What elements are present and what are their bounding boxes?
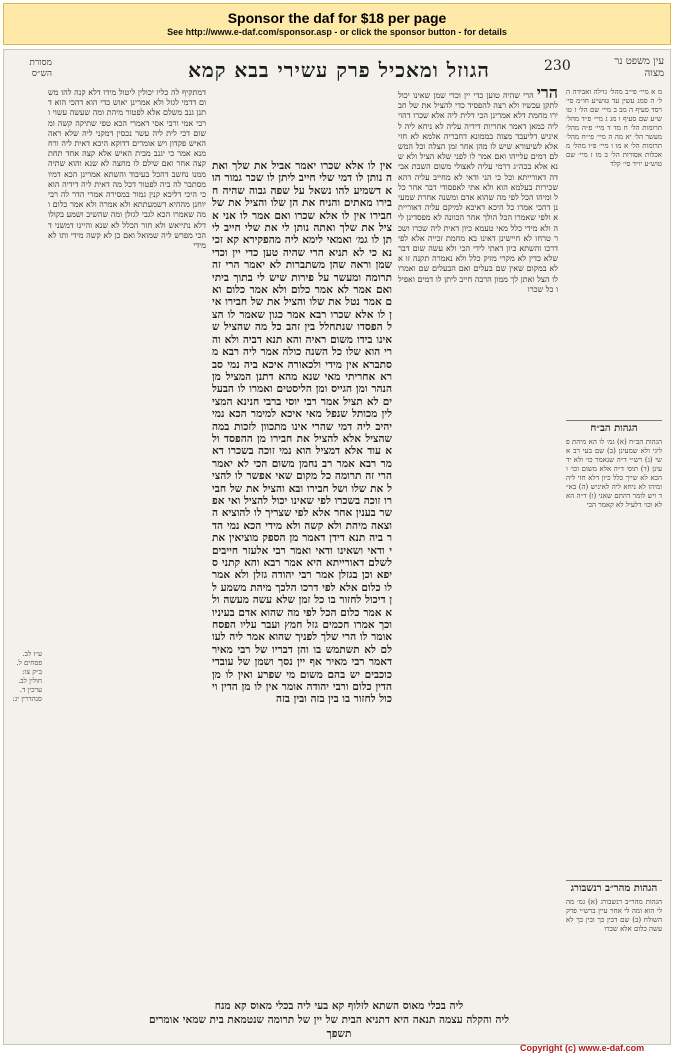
sponsor-details: See http://www.e-daf.com/sponsor.asp - or click the sponsor button - for details [167, 27, 507, 37]
tail-line-3: תשפך [326, 1028, 352, 1040]
right-commentary-text: הרי שהיה טוען כדי יין וכדי שמן שאינו יכול לתקן עכשיו ולא רצה להפסיד כדי להציל את של חבירו מחמת דלא אמרינן הכי דלית ליה אלא שכרו דהוי ליה כמאן דאמר אחריות דידיה עליה לא ניחא ליה לאיניש דליעבד מצוה בממונא דחבריה אלמא לא חזי אלא לשיעורא שיש לו מהן אחר זמן הצלה וכל המשלם דמים עלייהו ואם אמר לו לפני שלא הציל ולא שנא אלא בכה״ג דרמי עליה לאצולי משום השבת אבידה דאורייתא וכל כי הני ודאי לא מחייב עליה דהא שכירות בעלמא הוא ולא אתי לאפסודי דבר אחר כלל ומיהו הכל לפי מה שהוא אדם ומשנה אחרת שמעינן דהכי אמרו כל היכא דאיכא למיקם עליה דאורייתא ולפי שאמרו הכל הולך אחר הכוונה לא מפסדינן ליה ולא מידי כלל מאי טעמא כיון דאית ליה שכרו ושכר טרחו לא חיישינן דאינו בא מחמת זכייה אלא לפי דרכו והשתא כיון דאתי לידי הכי ולא עשה שום דבר שלא כדין לא מקרי מזיק כלל ולא נאמרה תקנה זו אלא במקום שאין שם בעלים ואם הבעלים שם ואמרו לו הצל ואתן לך ממון הרבה חייב ליתן לו דמים ואפילו כל שכרו [398, 91, 558, 294]
bach-title: הגהות הב״ח [566, 420, 662, 434]
copyright-link[interactable]: Copyright (c) www.e-daf.com [520, 1043, 645, 1053]
talmud-page [3, 49, 671, 1045]
gemara-text: אין לו אלא שכרו יאמר אביל את שלך ואתה נותן לו דמי שלי חייב ליתן לו שכר גמור הוא דשמיע להו נשאל על שפה גבוה שהיה חבירו מאתים והניח את הן שלו והציל את של חבירו אין לו אלא שכרו ואם אמר לו אני אציל את שלך ואתה נותן לי את שלי חייב ליתן לו גמ׳ ואמאי לימא ליה מהפקירא קא זכינא כי לא תניא הרי שהיה טען כדי יין וכדי שמן וראה שהן משתברות לא יאמר הרי זה תרומה ומעשר על פירות שיש לי בתוך ביתי ואם אמר לא אמר כלום ולא אמר כלום ואם אמר נטל את שלו והציל את של חבירו אין לו אלא שכרו רבא אמר כגון שאמר לו הצל הפסדו שנתחלל בין זהב כל מה שהציל שאינו בידו משום ראיה והא תנא דביה ולא והרי הוא שלו כל השנה כולה אמר ליה רבא מסתברא אין מידי ולכאורה איכא ביה נמי סברא אחריתי מאי שנא מהא דתנן המציל מן הנהר ומן הגייס ומן הליסטים ואמרו לו הבעלים לא תציל אמר רבי יוסי ברבי חנינא המצילין מכותל שנפל מאי איכא למימר הכא נמי יהיב ליה דמי שהרי אינו מתכוון לזכות במה שהציל אלא להציל את חבירו מן ההפסד ולא עוד אלא דמציל הוא נמי זוכה בשכרו דאמר רבא אמר רב נחמן משום הכי לא יאמר הרי זה תרומה כל מקום שאי אפשר לו להציל את שלו ושל חבירו ובא והציל את של חבירו זוכה בשכרו לפי שאינו יכול להציל ואי אפשר בענין אחר אלא לפי שצריך לו להוציא הוצאה מיהת ולא קשה ולא מידי הכא נמי הדר ביה תנא דידן דאמר מן הספק מוציאין אתי ודאי ושאינו ודאי ואמר רבי אלעזר חייבים לשלם דאורייתא היא אמר רבא והא קתני סיפא וכן בגזלן אמר רבי יהודה גזלן ולא אמר לו כלום אלא לפי דרכו הלכך מיהת משמע לן דיכול לחזור בו כל זמן שלא עשה מעשה ולא אמר כלום הכל לפי מה שהוא אדם בעיניו וכך אמרו חכמים גזל חמץ ועבר עליו הפסח אומר לו הרי שלך לפניך שהוא אמר ליה לעולם לא תשתמש בו והן דבריו של רבי מאיר דאמר רבי מאיר אף יין נסך ושמן של עובדי כוכבים יש בהם משום מי שפרע ואין לו מן הדין כלום ורבי יהודה אומר אין לו מן הדין ויכול לחזור בו בין בזה ובין בזה [212, 160, 392, 706]
sponsor-headline[interactable]: Sponsor the daf for $18 per page [227, 10, 447, 26]
right-commentary-column [398, 88, 558, 938]
ein-mishpat-notes: מ א מיי׳ פי״ב מהל׳ גזילה ואבידה הל׳ ה סמג עשין עד טוש״ע חו״מ סי׳ רסד סעיף ה מב ב מיי׳ שם הל׳ ז טוש״ע שם סעיף ו מג ג מיי׳ פ״ד מהל׳ תרומות הל׳ ח מד ד מיי׳ פ״ה מהל׳ מעשר הל׳ יא מה ה מיי׳ פי״ח מהל׳ תרומות הל׳ א מו ו מיי׳ פ״ו מהל׳ מאכלות אסורות הל׳ ב מז ז מיי׳ שם טוש״ע יו״ד סי׳ קלד [566, 88, 662, 168]
sponsor-banner[interactable] [3, 3, 671, 45]
page-title: הגוזל ומאכיל פרק עשירי בבא קמא [188, 58, 490, 82]
tail-line-1: ליה בכלי מאוס השתא לזלוף קא בעי ליה בכלי מאוס קא מנח [214, 1000, 464, 1012]
mahrab-notes: הגהות מהר״ב רנשבורג (א) גמ׳ מה לי הוא ומה לי אחר עיין ברש״י פרק השולח (ב) שם דבין כך ובין כך לא עשה כלום אלא שכרו [566, 898, 662, 933]
dibbur-hamatchil: הרי [536, 88, 558, 102]
page-number: 230 [544, 58, 571, 74]
bach-notes: הגהות הב״ח (א) גמ׳ לו הא מיהת פליגי ולא שמעינן (ב) שם בעי רב אשי (ג) רש״י ד״ה שנאמר כו׳ ולא ידעינן (ד) תוס׳ ד״ה אלא משום וכו׳ והכא לא שייך כלל כיון דלא חזי ליה ומיהו לא ניחא ליה לאיניש (ה) בא״ד ויש לומר דהתם שאני (ו) ד״ה הא לא וכו׳ דלעיל לא קאמר הכי [566, 438, 662, 509]
mahrab-title: הגהות מהר״ב רנשבורג [566, 880, 662, 894]
tail-line-2: ליה והקלה עצמה תנאה היא דתניא הבית של יין של תרומה שנטמאת בית שמאי אומרים [148, 1014, 510, 1026]
ein-mishpat-label: עין משפט נר מצוה [614, 56, 664, 79]
left-commentary-column: דמתקיף לה כליו יכולין ליטול מידו דלא קנה להו משום דדמי לגזל ולא אמרינן יאוש כדי הוא דהכי הוא דתנן גנב משלם אלא לפטור מיהת ומה שעשה עשוי ורבי אמי ורבי אסי דאמרי הכא טפי שתיקה קשה ומשום דכי לית ליה עשר נכסין דמקני ליה שלא ראה האיש פקדון ויש אומרים דדוקא היכא דאית ליה ורחמנא אמר כי יגנב מבית האיש אלא קצה אחד תחת קצה אחר ואם שילם לו מחצה לא שנא והוא שתיה ממנו נחשב דהכל בעיבוד והשתא אמרינן הכא דמיו מסתבר לה ביה לפטור דכל מה דאית ליה דידיה הוא כי היכי דליכא קנין גמור במסירה אמרי הדר לה רבי יוחנן מההיא דשמעתתא ולא אמרה ולא אמר כלום ומה שאמרו הכא לגבי לגזלן ומה שהשיב ושמע בקולו דלא נתייאש ולא חזר הכלל לא שנא והיינו דמשני דהכי מפרש ליה שמואל ואם כן לא קשה מידי ותו לא מידי [48, 88, 206, 251]
masoret-hashas-notes: ע״ז לב. פסחים ל. ב״ק צו: חולין לב. ערכין ד. סנהדרין יג: [12, 650, 42, 703]
masoret-hashas-label: מסורת הש״ס [29, 58, 52, 79]
